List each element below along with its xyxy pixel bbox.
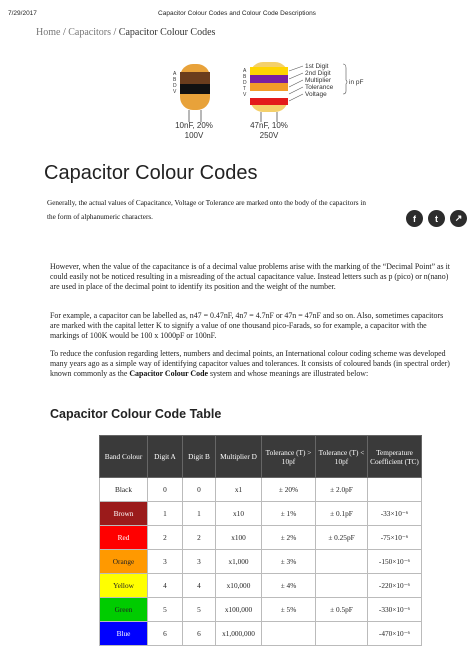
label-multiplier: Multiplier [305,77,332,84]
table-header-row [100,436,422,478]
cap2-caption-value: 47nF, 10% [250,121,288,130]
band-colour-cell: Blue [100,622,148,646]
tolerance-lt-cell: ± 0.25pF [316,526,368,550]
tolerance-lt-cell [316,574,368,598]
print-date: 7/29/2017 [8,10,37,17]
table-row [100,622,422,646]
unit-note: in pF [349,79,364,86]
multiplier-cell: x1,000 [216,550,262,574]
tolerance-lt-cell [316,622,368,646]
multiplier-cell: x100 [216,526,262,550]
cap2-letter: A [243,68,247,74]
page-title: Capacitor Colour Codes [44,162,258,184]
band-colour-cell: Red [100,526,148,550]
paragraph-example: For example, a capacitor can be labelled as, n47 = 0.47nF, 4n7 = 4.7nF or 47n = 47nF and so on. Also, sometimes capacitors are marked with the capital letter K to signify a value of one thousand pico-Farads, so for example, a capacitor with the markings of 100K would be 100 x 1000pF or 100nF. [50,311,444,341]
band-colour-cell: Black [100,478,148,502]
header-band-colour: Band Colour [100,436,148,478]
cap2-letter: D [243,80,247,86]
temp-coefficient-cell: -330×10⁻⁶ [368,598,422,622]
tolerance-lt-cell: ± 2.0pF [316,478,368,502]
cap1-caption-voltage: 100V [184,131,204,140]
digit-a-cell: 0 [148,478,183,502]
band-colour-cell: Brown [100,502,148,526]
tolerance-gt-cell: ± 1% [262,502,316,526]
tolerance-lt-cell [316,550,368,574]
digit-a-cell: 4 [148,574,183,598]
capacitor-colour-code-term: Capacitor Colour Code [129,369,208,379]
header-tolerance-lt: Tolerance (T) < 10pf [316,436,368,478]
temp-coefficient-cell: -470×10⁻⁶ [368,622,422,646]
capacitor-2-illustration [243,62,363,140]
breadcrumb-current: Capacitor Colour Codes [118,27,216,38]
label-voltage: Voltage [305,91,327,98]
colour-code-table [99,435,422,646]
band-colour-cell: Green [100,598,148,622]
tolerance-lt-cell: ± 0.1pF [316,502,368,526]
table-title: Capacitor Colour Code Table [50,407,222,421]
temp-coefficient-cell: -33×10⁻⁶ [368,502,422,526]
header-tolerance-gt: Tolerance (T) > 10pf [262,436,316,478]
share-icon[interactable]: ↗ [450,210,467,227]
breadcrumb-separator: / [60,27,69,38]
multiplier-cell: x10,000 [216,574,262,598]
temp-coefficient-cell [368,478,422,502]
cap2-letter: B [243,74,247,80]
print-header [8,10,466,20]
digit-a-cell: 5 [148,598,183,622]
table-row [100,598,422,622]
cap2-caption-voltage: 250V [259,131,279,140]
table-row [100,526,422,550]
paragraph-text: system and whose meanings are illustrated below: [207,369,369,379]
temp-coefficient-cell: -75×10⁻⁶ [368,526,422,550]
label-1st-digit: 1st Digit [305,63,329,70]
cap1-caption-value: 10nF, 20% [175,121,213,130]
digit-a-cell: 1 [148,502,183,526]
digit-b-cell: 5 [183,598,216,622]
cap1-letter: B [173,77,177,83]
digit-b-cell: 2 [183,526,216,550]
breadcrumb [36,27,215,38]
tolerance-gt-cell: ± 2% [262,526,316,550]
multiplier-cell: x1,000,000 [216,622,262,646]
cap2-letter: T [243,86,247,92]
digit-b-cell: 3 [183,550,216,574]
tolerance-gt-cell: ± 4% [262,574,316,598]
share-buttons [406,210,467,227]
digit-b-cell: 1 [183,502,216,526]
paragraph-colour-code [50,349,450,380]
breadcrumb-capacitors-link[interactable]: Capacitors [68,27,111,38]
facebook-share-icon[interactable]: f [406,210,423,227]
cap2-letter: V [243,92,247,98]
digit-a-cell: 3 [148,550,183,574]
header-multiplier: Multiplier D [216,436,262,478]
cap1-letter: A [173,71,177,77]
tolerance-gt-cell: ± 3% [262,550,316,574]
digit-b-cell: 6 [183,622,216,646]
table-row [100,502,422,526]
twitter-share-icon[interactable]: t [428,210,445,227]
band-colour-cell: Yellow [100,574,148,598]
tolerance-gt-cell [262,622,316,646]
header-temp-coefficient: Temperature Coefficient (TC) [368,436,422,478]
paragraph-text: To reduce the confusion regarding letters, numbers and decimal points, an International colour coding scheme was developed many years ago as a simple way of identifying capacitor values and tolerances. It consists of coloured bands (in spectral order) known commonly as the [50,349,450,379]
cap1-letter: V [173,89,177,95]
tolerance-gt-cell: ± 20% [262,478,316,502]
multiplier-cell: x1 [216,478,262,502]
breadcrumb-home-link[interactable]: Home [36,27,61,38]
table-row [100,550,422,574]
tolerance-lt-cell: ± 0.5pF [316,598,368,622]
cap1-letter: D [173,83,177,89]
print-title: Capacitor Colour Codes and Colour Code Descriptions [158,10,316,17]
band-colour-cell: Orange [100,550,148,574]
multiplier-cell: x10 [216,502,262,526]
temp-coefficient-cell: -150×10⁻⁶ [368,550,422,574]
digit-b-cell: 4 [183,574,216,598]
capacitor-colour-figure [160,50,380,146]
tolerance-gt-cell: ± 5% [262,598,316,622]
table-row [100,478,422,502]
paragraph-decimal-point: However, when the value of the capacitance is of a decimal value problems arise with the marking of the “Decimal Point” as it could easily not be noticed resulting in a misreading of the actual capacitance value. Instead letters such as p (pico) or n(nano) are used in place of the decimal point to identify its position and the weight of the number. [50,262,450,292]
digit-b-cell: 0 [183,478,216,502]
header-digit-b: Digit B [183,436,216,478]
table-row [100,574,422,598]
digit-a-cell: 2 [148,526,183,550]
label-tolerance: Tolerance [305,84,334,91]
header-digit-a: Digit A [148,436,183,478]
breadcrumb-separator: / [111,27,119,38]
lead-paragraph: Generally, the actual values of Capacitance, Voltage or Tolerance are marked onto the body of the capacitors in the form of alphanumeric characters. [47,199,366,221]
capacitor-1-illustration [173,64,213,140]
temp-coefficient-cell: -220×10⁻⁶ [368,574,422,598]
multiplier-cell: x100,000 [216,598,262,622]
label-2nd-digit: 2nd Digit [305,70,331,77]
digit-a-cell: 6 [148,622,183,646]
